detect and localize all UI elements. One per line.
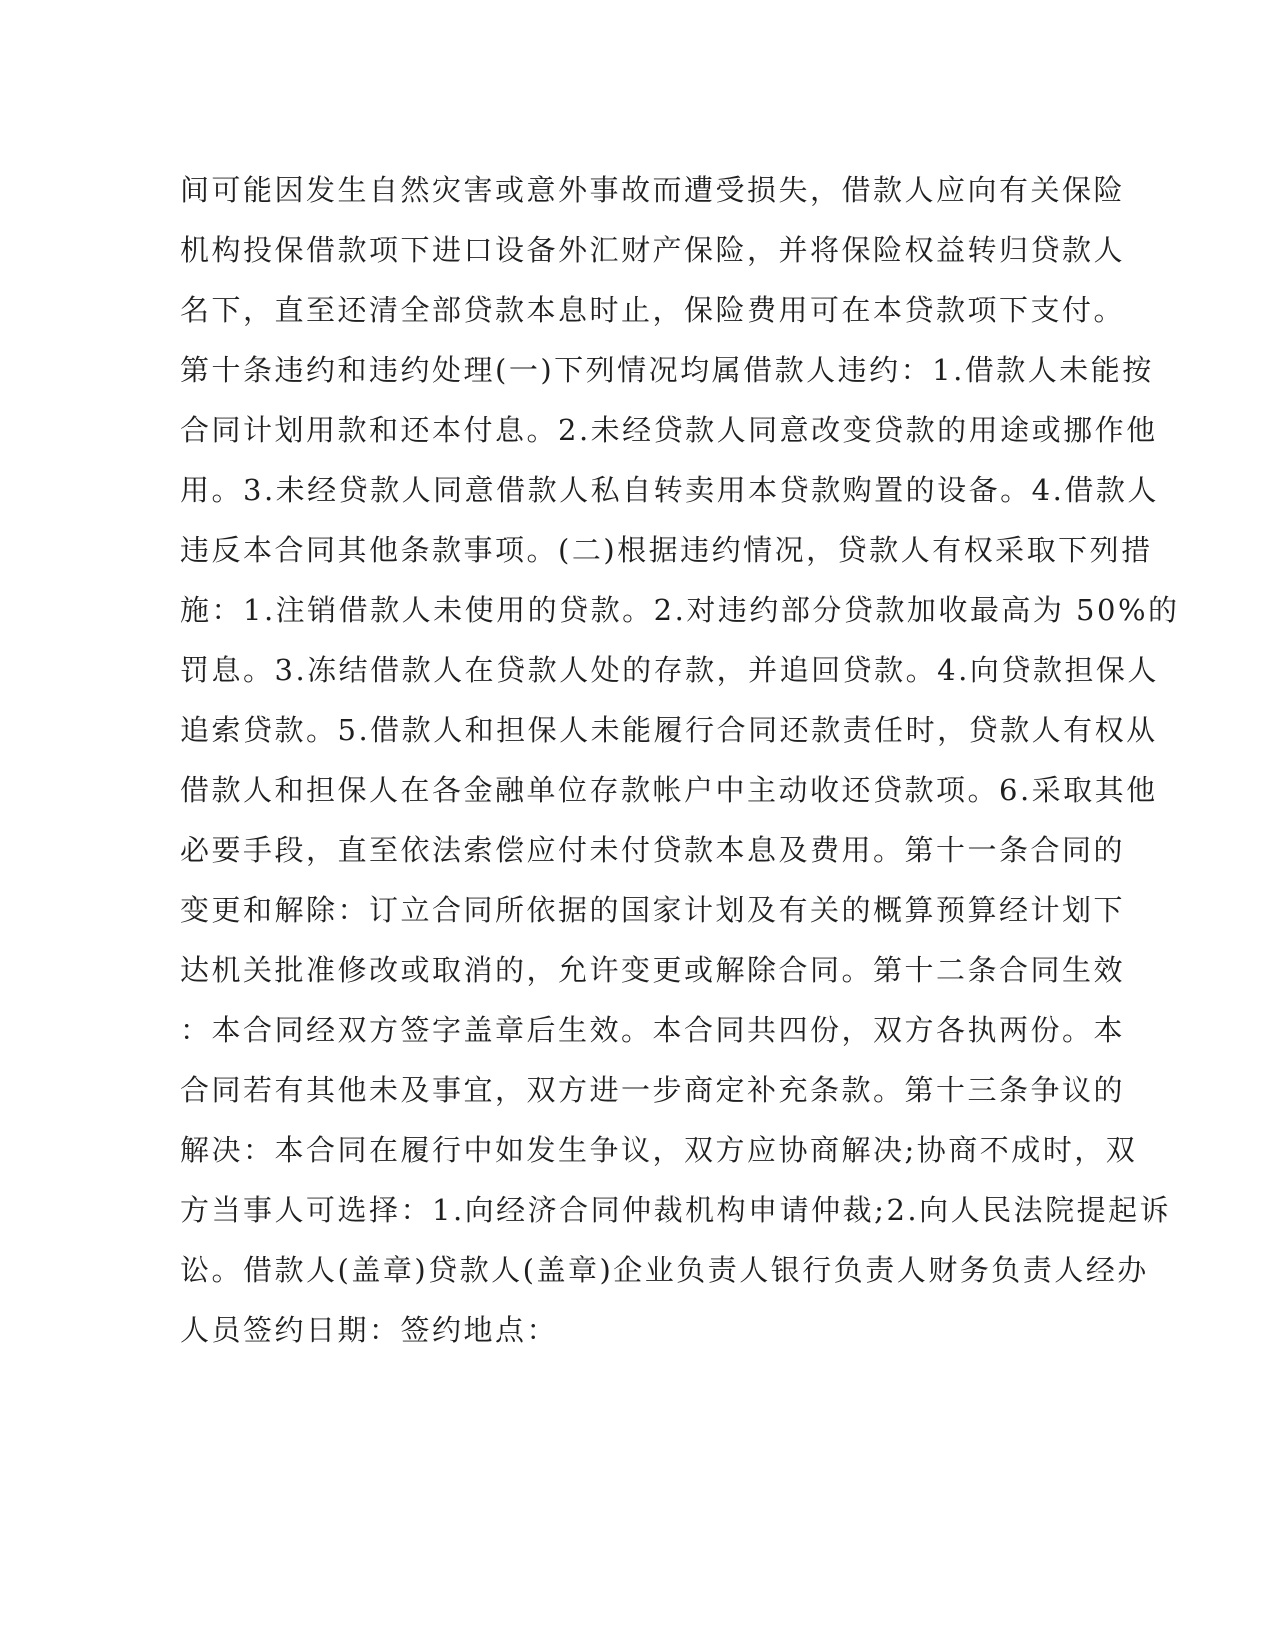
- text-line: 追索贷款。5.借款人和担保人未能履行合同还款责任时，贷款人有权从: [180, 713, 1158, 747]
- text-line: 机构投保借款项下进口设备外汇财产保险，并将保险权益转归贷款人: [180, 233, 1126, 267]
- text-line: 违反本合同其他条款事项。(二)根据违约情况，贷款人有权采取下列措: [180, 533, 1153, 567]
- text-line: 合同若有其他未及事宜，双方进一步商定补充条款。第十三条争议的: [180, 1073, 1126, 1107]
- text-line: 人员签约日期：签约地点：: [180, 1313, 559, 1347]
- text-line: 变更和解除：订立合同所依据的国家计划及有关的概算预算经计划下: [180, 893, 1126, 927]
- text-line: 罚息。3.冻结借款人在贷款人处的存款，并追回贷款。4.向贷款担保人: [180, 653, 1159, 687]
- text-line: 解决：本合同在履行中如发生争议，双方应协商解决;协商不成时，双: [180, 1133, 1138, 1167]
- text-line: 合同计划用款和还本付息。2.未经贷款人同意改变贷款的用途或挪作他: [180, 413, 1158, 447]
- contract-body-text: [180, 160, 1180, 1360]
- text-line: 第十条违约和违约处理(一)下列情况均属借款人违约：1.借款人未能按: [180, 353, 1154, 387]
- text-line: 讼。借款人(盖章)贷款人(盖章)企业负责人银行负责人财务负责人经办: [180, 1253, 1149, 1287]
- text-line: 名下，直至还清全部贷款本息时止，保险费用可在本贷款项下支付。: [180, 293, 1126, 327]
- text-line: 达机关批准修改或取消的，允许变更或解除合同。第十二条合同生效: [180, 953, 1126, 987]
- text-line: 必要手段，直至依法索偿应付未付贷款本息及费用。第十一条合同的: [180, 833, 1126, 867]
- text-line: 借款人和担保人在各金融单位存款帐户中主动收还贷款项。6.采取其他: [180, 773, 1158, 807]
- text-line: ：本合同经双方签字盖章后生效。本合同共四份，双方各执两份。本: [180, 1013, 1126, 1047]
- text-line: 方当事人可选择：1.向经济合同仲裁机构申请仲裁;2.向人民法院提起诉: [180, 1193, 1172, 1227]
- text-line: 施：1.注销借款人未使用的贷款。2.对违约部分贷款加收最高为 50%的: [180, 593, 1180, 627]
- text-line: 间可能因发生自然灾害或意外事故而遭受损失，借款人应向有关保险: [180, 173, 1126, 207]
- text-line: 用。3.未经贷款人同意借款人私自转卖用本贷款购置的设备。4.借款人: [180, 473, 1159, 507]
